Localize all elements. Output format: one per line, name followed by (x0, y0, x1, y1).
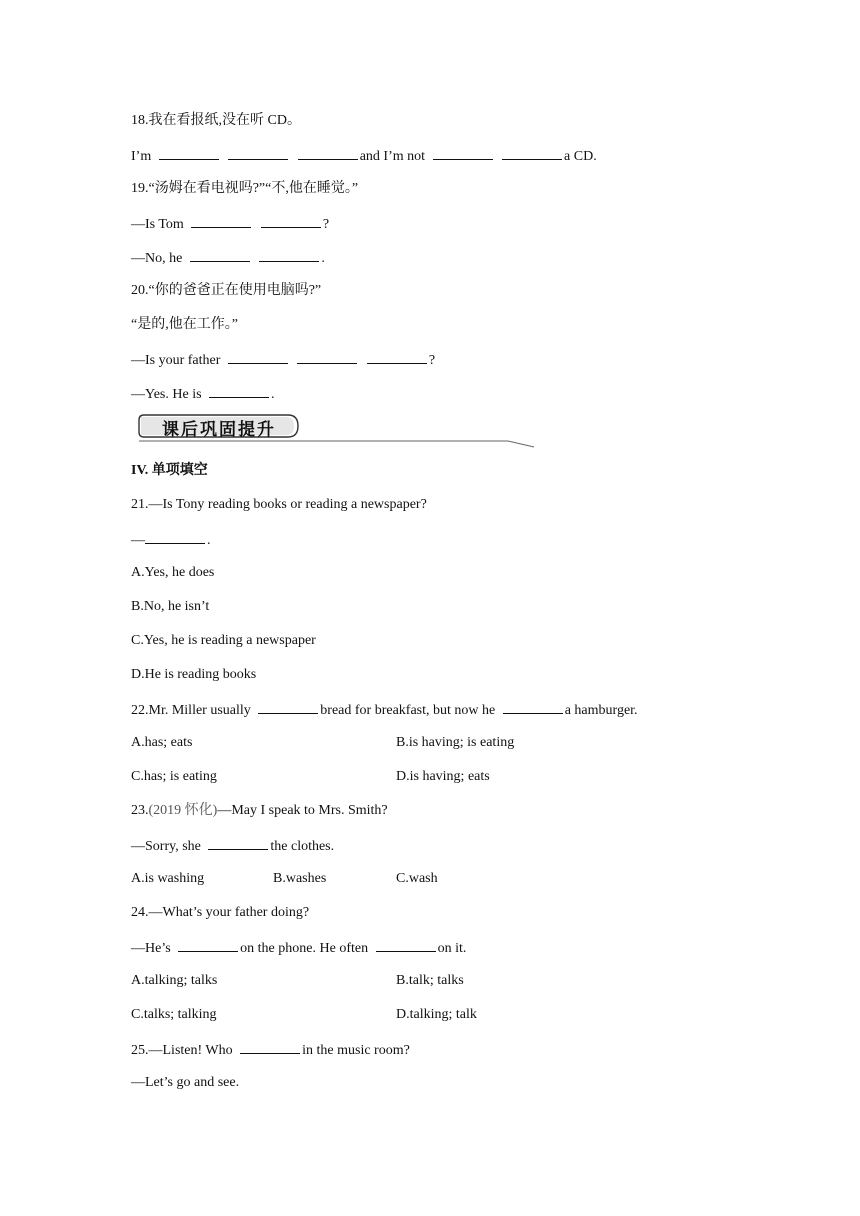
q22-blank-2[interactable] (503, 700, 563, 714)
q23-blank[interactable] (208, 836, 268, 850)
q22-stem-3: a hamburger. (564, 703, 638, 718)
q20-blank-1[interactable] (228, 350, 288, 364)
q22-stem-1: 22.Mr. Miller usually (131, 703, 251, 718)
q21-option-d[interactable]: D.He is reading books (131, 667, 257, 682)
q22-option-d[interactable]: D.is having; eats (396, 769, 490, 784)
q25-stem-2: in the music room? (302, 1043, 410, 1058)
q24-answer-line (131, 938, 466, 958)
q22-blank-1[interactable] (258, 700, 318, 714)
q18-prompt: 18.我在看报纸,没在听 CD。 (131, 113, 301, 128)
q23-stem: —May I speak to Mrs. Smith? (217, 803, 388, 818)
q20-answer-line (131, 384, 275, 404)
q23-answer-end: the clothes. (270, 839, 335, 854)
q20-blank-3[interactable] (367, 350, 427, 364)
q19-prompt: 19.“汤姆在看电视吗?”“不,他在睡觉。” (131, 181, 359, 196)
q24-stem: 24.—What’s your father doing? (131, 905, 310, 920)
q24-blank-2[interactable] (376, 938, 436, 952)
q19-question-text: —Is Tom (131, 217, 184, 232)
q21-stem: 21.—Is Tony reading books or reading a newspaper? (131, 497, 427, 512)
section-banner-title: 课后巩固提升 (162, 419, 276, 440)
q24-option-d[interactable]: D.talking; talk (396, 1007, 477, 1022)
q19-blank-3[interactable] (190, 248, 250, 262)
q19-question-line (131, 214, 329, 234)
q18-text-3: a CD. (564, 149, 597, 164)
q23-answer-text: —Sorry, she (131, 839, 201, 854)
q24-option-c[interactable]: C.talks; talking (131, 1007, 217, 1022)
q19-question-end: ? (322, 217, 330, 232)
q22-option-a[interactable]: A.has; eats (131, 735, 193, 750)
q24-option-b[interactable]: B.talk; talks (396, 973, 464, 988)
q21-answer-end: . (207, 533, 211, 548)
q21-option-a[interactable]: A.Yes, he does (131, 565, 215, 580)
q25-answer: —Let’s go and see. (131, 1075, 240, 1090)
q19-blank-4[interactable] (259, 248, 319, 262)
q20-question-line (131, 350, 435, 370)
q24-option-a[interactable]: A.talking; talks (131, 973, 218, 988)
q18-blank-3[interactable] (298, 146, 358, 160)
q23-number: 23. (131, 803, 149, 818)
q19-answer-text: —No, he (131, 251, 183, 266)
q18-answer-line (131, 146, 597, 166)
q24-answer-2: on the phone. He often (240, 941, 369, 956)
q20-answer-end: . (271, 387, 275, 402)
q21-answer-text: — (131, 533, 145, 548)
q20-prompt-2: “是的,他在工作。” (131, 317, 238, 332)
q23-stem-line (131, 802, 388, 820)
q18-blank-4[interactable] (433, 146, 493, 160)
q23-source: (2019 怀化) (148, 803, 218, 818)
q18-blank-1[interactable] (159, 146, 219, 160)
q22-option-b[interactable]: B.is having; is eating (396, 735, 515, 750)
q23-option-a[interactable]: A.is washing (131, 871, 205, 886)
q22-stem-2: bread for breakfast, but now he (320, 703, 496, 718)
q18-text-2: and I’m not (359, 149, 426, 164)
q23-answer-line (131, 836, 334, 856)
q19-blank-1[interactable] (191, 214, 251, 228)
q23-option-b[interactable]: B.washes (273, 871, 327, 886)
q25-stem-1: 25.—Listen! Who (131, 1043, 233, 1058)
q20-question-text: —Is your father (131, 353, 221, 368)
q20-question-end: ? (428, 353, 436, 368)
q18-blank-5[interactable] (502, 146, 562, 160)
q23-option-c[interactable]: C.wash (396, 871, 438, 886)
q22-stem (131, 700, 638, 720)
q21-option-b[interactable]: B.No, he isn’t (131, 599, 210, 614)
q21-option-c[interactable]: C.Yes, he is reading a newspaper (131, 633, 316, 648)
q25-blank[interactable] (240, 1040, 300, 1054)
q21-answer-line (131, 530, 211, 550)
q24-answer-3: on it. (437, 941, 467, 956)
q22-option-c[interactable]: C.has; is eating (131, 769, 217, 784)
q24-blank-1[interactable] (178, 938, 238, 952)
q21-blank[interactable] (145, 530, 205, 544)
q19-blank-2[interactable] (261, 214, 321, 228)
q18-blank-2[interactable] (228, 146, 288, 160)
q18-text-1: I’m (131, 149, 152, 164)
q20-blank-2[interactable] (297, 350, 357, 364)
section-heading: IV. 单项填空 (131, 463, 208, 478)
q19-answer-line (131, 248, 325, 268)
q20-prompt-1: 20.“你的爸爸正在使用电脑吗?” (131, 283, 322, 298)
q19-answer-end: . (321, 251, 325, 266)
q24-answer-1: —He’s (131, 941, 171, 956)
q20-blank-4[interactable] (209, 384, 269, 398)
q20-answer-text: —Yes. He is (131, 387, 202, 402)
q25-stem (131, 1040, 410, 1060)
